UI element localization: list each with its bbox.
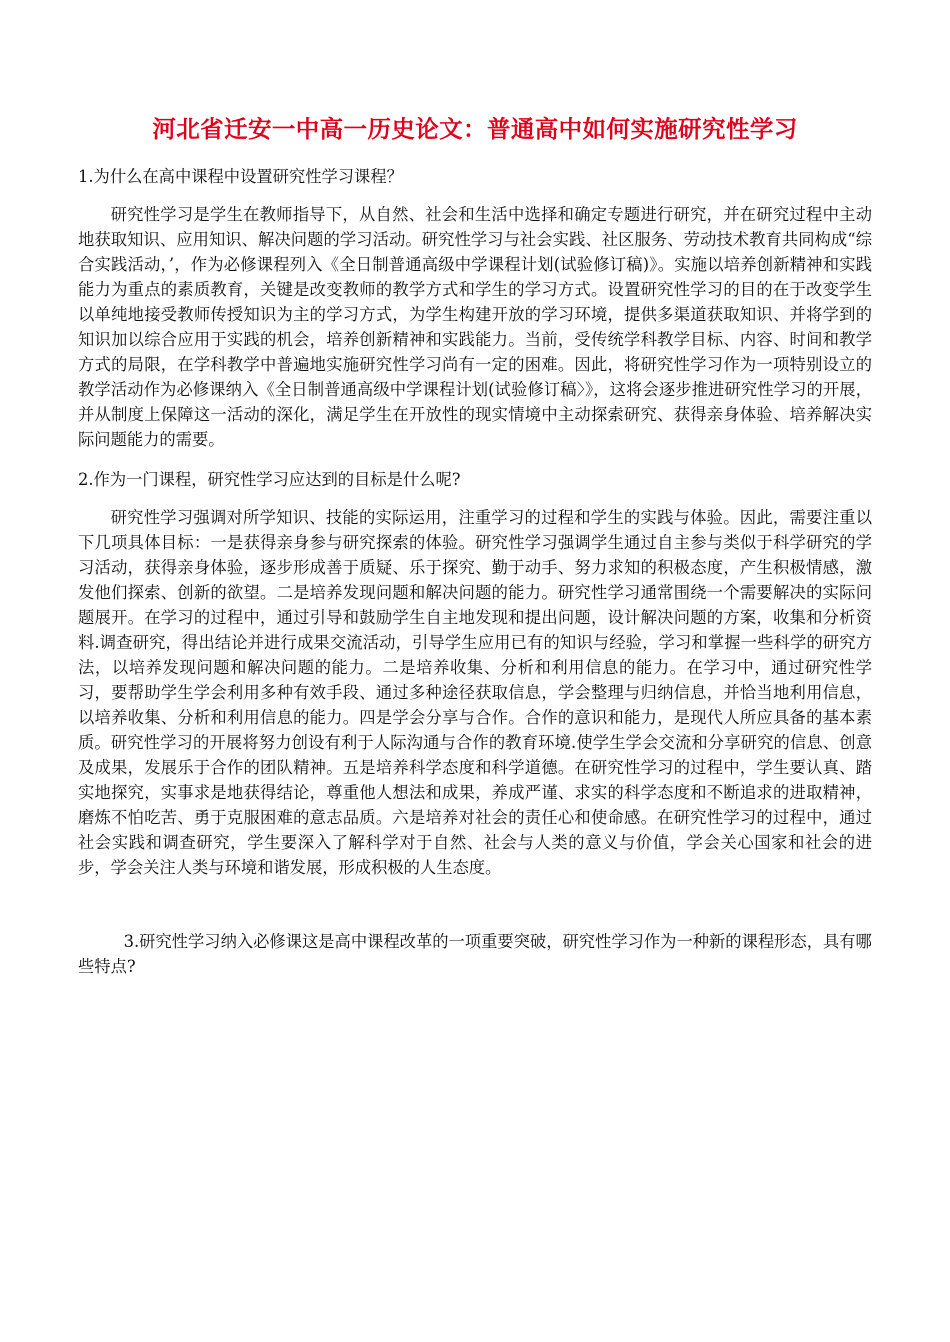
document-page bbox=[78, 112, 872, 979]
document-title: 河北省迁安一中高一历史论文：普通高中如何实施研究性学习 bbox=[152, 115, 798, 143]
section-3-question: 3.研究性学习纳入必修课这是高中课程改革的一项重要突破，研究性学习作为一种新的课程形态，具有哪些特点? bbox=[78, 932, 872, 976]
section-1-paragraph: 研究性学习是学生在教师指导下，从自然、社会和生活中选择和确定专题进行研究，并在研究过程中主动地获取知识、应用知识、解决问题的学习活动。研究性学习与社会实践、社区服务、劳动技术教育共同构成“综合实践活动，’，作为必修课程列入《全日制普通高级中学课程计划(试验修订稿)》。实施以培养创新精神和实践能力为重点的素质教育，关键是改变教师的教学方式和学生的学习方式。设置研究性学习的目的在于改变学生以单纯地接受教师传授知识为主的学习方式，为学生构建开放的学习环境，提供多渠道获取知识、并将学到的知识加以综合应用于实践的机会，培养创新精神和实践能力。当前，受传统学科教学目标、内容、时间和教学方式的局限，在学科教学中普遍地实施研究性学习尚有一定的困难。因此，将研究性学习作为一项特别设立的教学活动作为必修课纳入《全日制普通高级中学课程计划(试验修订稿〉》，这将会逐步推进研究性学习的开展，并从制度上保障这一活动的深化，满足学生在开放性的现实情境中主动探索研究、获得亲身体验、培养解决实际问题能力的需要。 bbox=[78, 205, 872, 449]
section-2-paragraph: 研究性学习强调对所学知识、技能的实际运用，注重学习的过程和学生的实践与体验。因此，需要注重以下几项具体目标：一是获得亲身参与研究探索的体验。研究性学习强调学生通过自主参与类似于科学研究的学习活动，获得亲身体验，逐步形成善于质疑、乐于探究、勤于动手、努力求知的积极态度，产生积极情感，激发他们探索、创新的欲望。二是培养发现问题和解决问题的能力。研究性学习通常围绕一个需要解决的实际问题展开。在学习的过程中，通过引导和鼓励学生自主地发现和提出问题，设计解决问题的方案，收集和分析资料.调查研究，得出结论并进行成果交流活动，引导学生应用已有的知识与经验，学习和掌握一些科学的研究方法，以培养发现问题和解决问题的能力。二是培养收集、分析和利用信息的能力。在学习中，通过研究性学习，要帮助学生学会利用多种有效手段、通过多种途径获取信息，学会整理与归纳信息，并恰当地利用信息，以培养收集、分析和利用信息的能力。四是学会分享与合作。合作的意识和能力，是现代人所应具备的基本素质。研究性学习的开展将努力创设有利于人际沟通与合作的教育环境.使学生学会交流和分享研究的信息、创意及成果，发展乐于合作的团队精神。五是培养科学态度和科学道德。在研究性学习的过程中，学生要认真、踏实地探究，实事求是地获得结论，尊重他人想法和成果，养成严谨、求实的科学态度和不断追求的进取精神，磨炼不怕吃苦、勇于克服困难的意志品质。六是培养对社会的责任心和使命感。在研究性学习的过程中，通过社会实践和调查研究，学生要深入了解科学对于自然、社会与人类的意义与价值，学会关心国家和社会的进步，学会关注人类与环境和谐发展，形成积极的人生态度。 bbox=[78, 508, 872, 877]
section-2-question: 2.作为一门课程，研究性学习应达到的目标是什么呢? bbox=[78, 470, 461, 489]
section-1-question: 1.为什么在高中课程中设置研究性学习课程？ bbox=[78, 167, 403, 186]
